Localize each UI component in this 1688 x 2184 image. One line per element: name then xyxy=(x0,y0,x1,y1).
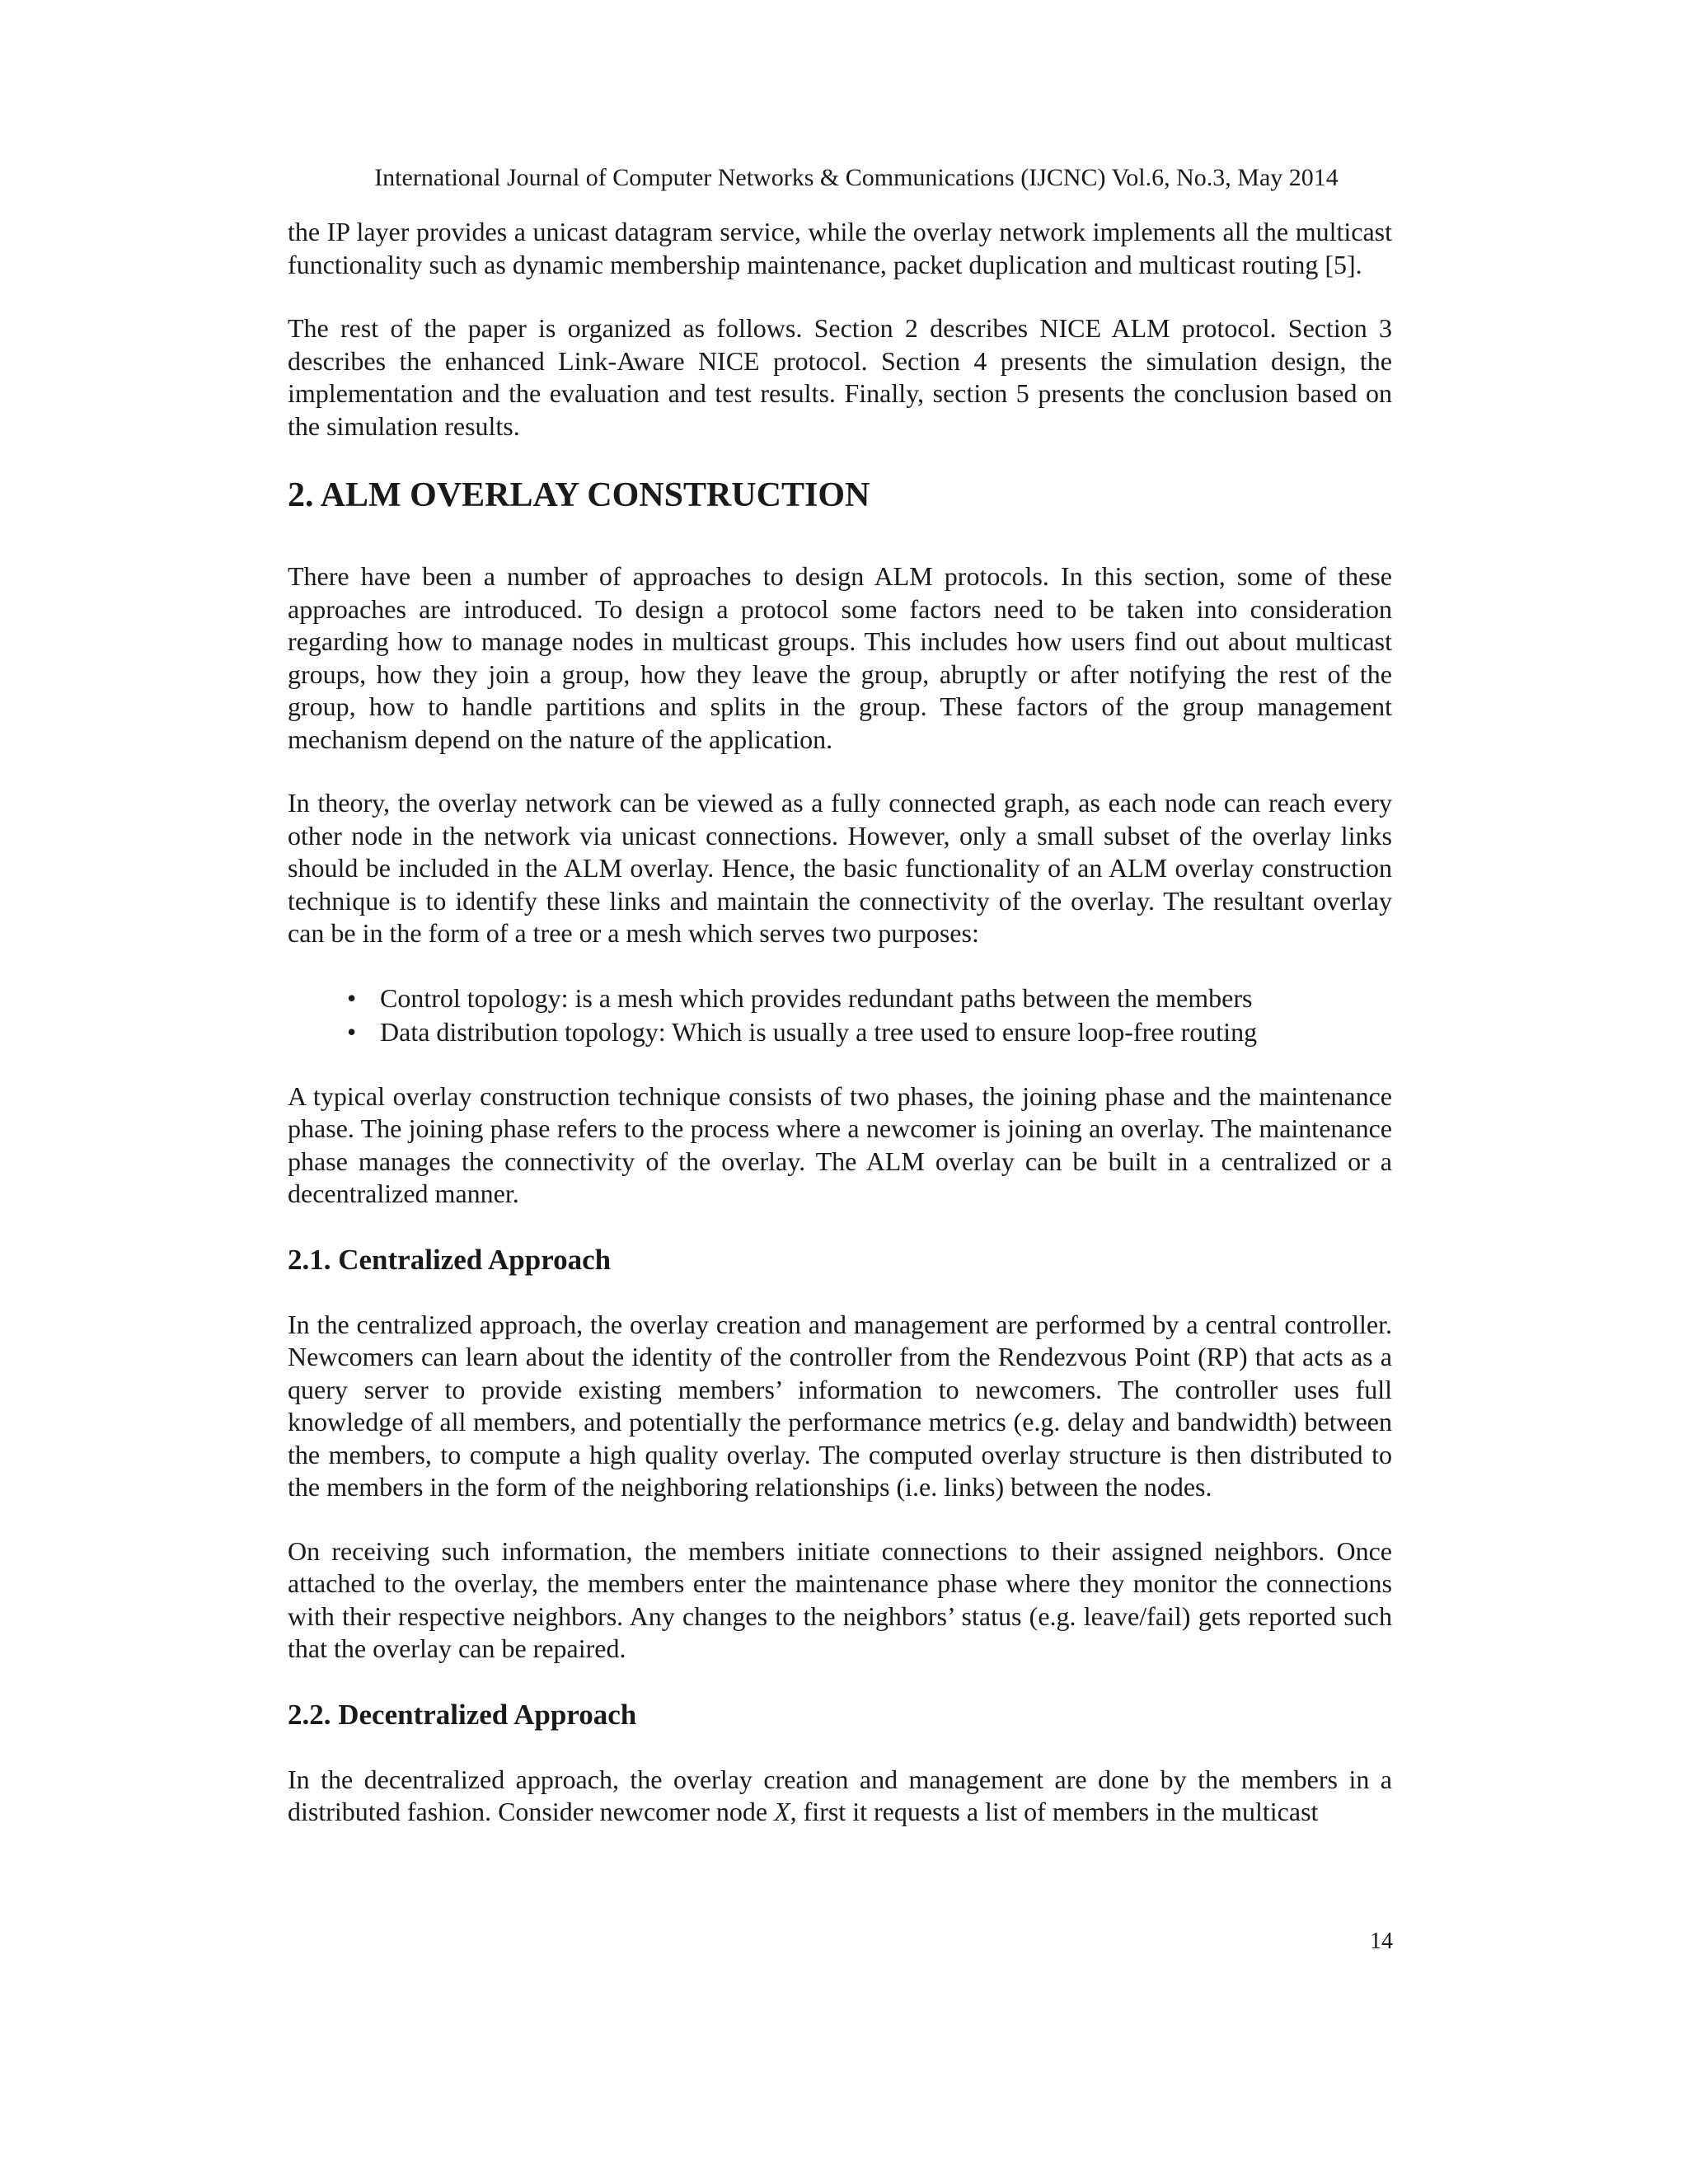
section-2-paragraph-3: A typical overlay construction technique consists of two phases, the joining phase and the maintenance phase. The joining phase refers to the process where a newcomer is joining an overlay. The maintenance phase manages the connectivity of the overlay. The ALM overlay can be built in a centralized or a decentralized manner. xyxy=(288,1080,1392,1208)
section-2-paragraph-2: In theory, the overlay network can be viewed as a fully connected graph, as each node can reach every other node in the network via unicast connections. However, only a small subset of the overlay links should be included in the ALM overlay. Hence, the basic functionality of an ALM overlay construction technique is to identify these links and maintain the connectivity of the overlay. The resultant overlay can be in the form of a tree or a mesh which serves two purposes: xyxy=(288,788,1392,948)
section-2-heading: 2. ALM OVERLAY CONSTRUCTION xyxy=(288,476,870,514)
intro-continuation-paragraph: the IP layer provides a unicast datagram service, while the overlay network implements all the multicast functionality such as dynamic membership maintenance, packet duplication and multicast routing [5]. xyxy=(288,217,1392,279)
paragraph-text-end: , first it requests a list of members in the multicast xyxy=(790,1797,1319,1826)
page-body xyxy=(288,216,1392,1829)
bullet-dot-icon: • xyxy=(347,982,357,1013)
section-2-1-paragraph-2: On receiving such information, the members initiate connections to their assigned neighbors. Once attached to the overlay, the members enter the maintenance phase where they monitor the connections with their respective neighbors. Any changes to the neighbors’ status (e.g. leave/fail) gets reported such that the overlay can be repaired. xyxy=(288,1535,1392,1663)
section-2-2-paragraph-1 xyxy=(288,1764,1392,1829)
running-header: International Journal of Computer Networks & Communications (IJCNC) Vol.6, No.3, May 2014 xyxy=(374,164,1339,191)
section-2-1-heading: 2.1. Centralized Approach xyxy=(288,1243,612,1276)
paragraph-text-start: In the decentralized approach, the overlay creation and management are done by the members in a distributed fashion. Consider newcomer node xyxy=(288,1764,1392,1826)
bullet-text: Control topology: is a mesh which provides redundant paths between the members xyxy=(380,982,1253,1013)
section-2-paragraph-1: There have been a number of approaches to design ALM protocols. In this section, some of these approaches are introduced. To design a protocol some factors need to be taken into consideration regarding how to manage nodes in multicast groups. This includes how users find out about multicast groups, how they join a group, how they leave the group, abruptly or after notifying the rest of the group, how to handle partitions and splits in the group. These factors of the group management mechanism depend on the nature of the application. xyxy=(288,561,1392,754)
section-2-1-paragraph-1: In the centralized approach, the overlay creation and management are performed by a central controller. Newcomers can learn about the identity of the controller from the Rendezvous Point (RP) that acts as a query server to provide existing members’ information to newcomers. The controller uses full knowledge of all members, and potentially the performance metrics (e.g. delay and bandwidth) between the members, to compute a high quality overlay. The computed overlay structure is then distributed to the members in the form of the neighboring relationships (i.e. links) between the nodes. xyxy=(288,1309,1392,1502)
bullet-item-data-distribution-topology xyxy=(288,1015,1392,1049)
paper-organization-paragraph: The rest of the paper is organized as follows. Section 2 describes NICE ALM protocol. Section 3 describes the enhanced Link-Aware NICE protocol. Section 4 presents the simulation design, the implementation and the evaluation and test results. Finally, section 5 presents the conclusion based on the simulation results. xyxy=(288,313,1392,441)
node-variable: X xyxy=(774,1797,790,1826)
topology-bullet-list xyxy=(288,982,1392,1049)
bullet-item-control-topology xyxy=(288,982,1392,1015)
bullet-text: Data distribution topology: Which is usually a tree used to ensure loop-free routing xyxy=(380,1016,1258,1047)
bullet-dot-icon: • xyxy=(347,1016,357,1047)
section-2-2-heading: 2.2. Decentralized Approach xyxy=(288,1698,637,1731)
page-number: 14 xyxy=(1370,1929,1393,1954)
